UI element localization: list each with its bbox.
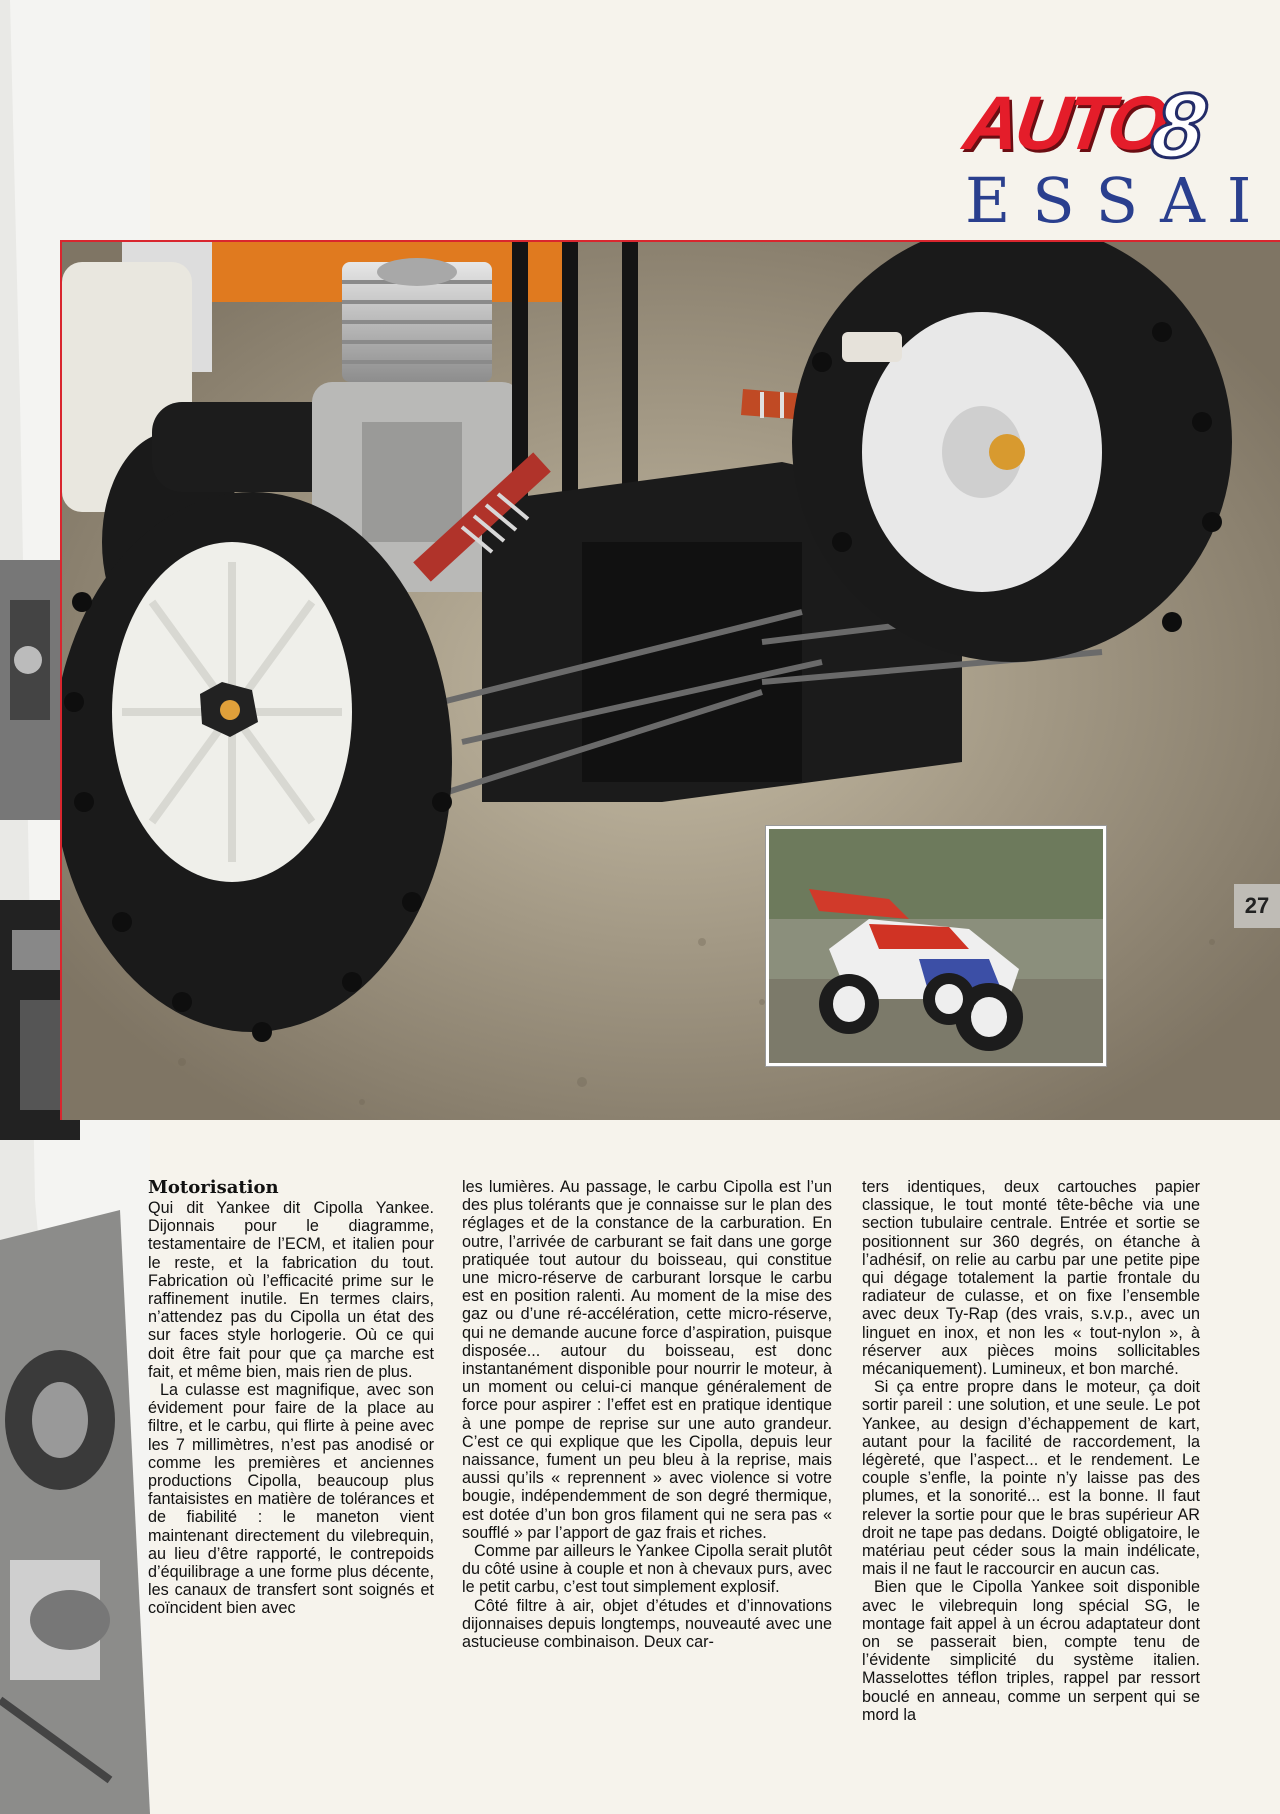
paragraph: La culasse est magnifique, avec son évidement pour faire de la place au filtre, et le carbu, qui flirte à peine avec les 7 millimètres, n’est pas anodisé or comme les premières et anciennes productions Cipolla, beaucoup plus fantaisistes en matière de tolérances et de fiabilité : le maneton vient maintenant directement du vilebrequin, au lieu d’être rapporté, le contrepoids d’équilibrage a une forme plus décente, les canaux de transfert sont soignés et coïncident bien avec bbox=[148, 1381, 434, 1618]
paragraph: ters identiques, deux cartouches papier classique, le tout monté tête-bêche via une section tubulaire centrale. Entrée et sortie se positionnent sur 360 degrés, on étanche à l’adhésif, on relie au carbu par une petite pipe qui dégage totalement la partie frontale du radiateur de culasse, et on fixe l’ensemble avec deux Ty-Rap (des vrais, s.v.p., avec un linguet en inox, et non les « tout-nylon », à réserver aux pièces moins sollicitables mécaniquement). Lumineux, et bon marché. bbox=[862, 1178, 1200, 1379]
paragraph: Bien que le Cipolla Yankee soit disponible avec le vilebrequin long spécial SG, le montage fait appel à un écrou adaptateur dont on se passerait bien, compte tenu de l’évidente simplicité du système italien. Masselottes téflon triples, rappel par ressort bouclé en anneau, comme un serpent qui se mord la bbox=[862, 1578, 1200, 1724]
section-heading: Motorisation bbox=[148, 1177, 279, 1198]
magazine-logo bbox=[959, 75, 1274, 237]
paragraph: les lumières. Au passage, le carbu Cipolla est l’un des plus tolérants que je connaisse sur le plan des réglages et de la constance de la carburation. En outre, l’arrivée de carburant se fait dans une gorge pratiquée tout autour du boisseau, qui constitue une micro-réserve de carburant lorsque le carbu est en position ralenti. Au moment de la mise des gaz ou d’une ré-accélération, cette micro-réserve, qui ne demande aucune force d’aspiration, puisque disposée... autour du boisseau, est donc instantanément disponible pour nourrir le moteur, à un moment ou celui-ci manque généralement de force pour aspirer : l’effet est en pratique identique à une pompe de reprise sur une auto grandeur. C’est ce qui explique que les Cipolla, depuis leur naissance, fument un peu bleu à la reprise, mais aussi qu’ils « reprennent » avec violence si votre bougie, indépendemment de son degré thermique, est dotée d’un bon gros filament qui ne sera pas « soufflé » par l’apport de gaz frais et riches. bbox=[462, 1178, 832, 1542]
inset-photo-complete-buggy bbox=[766, 826, 1106, 1066]
buggy-illustration bbox=[769, 829, 1103, 1063]
article-column-3 bbox=[862, 1178, 1200, 1724]
paragraph: Si ça entre propre dans le moteur, ça doit sortir pareil : une solution, et une seule. Le pot Yankee, au design d’échappement de kart, autant pour la facilité de raccordement, la légèreté, que l’aspect... et le rendement. Le couple s’enfle, la pointe n’y laisse pas des plumes, et la sonorité... est la bonne. Il faut relever la sortie pour que le bras supérieur AR droit ne tape pas dedans. Doigté obligatoire, le matériau peut céder sous la main indélicate, mais il ne faut le raccourcir en aucun cas. bbox=[862, 1378, 1200, 1579]
paragraph: Côté filtre à air, objet d’études et d’innovations dijonnaises depuis longtemps, nouveauté avec une astucieuse combinaison. Deux car- bbox=[462, 1596, 832, 1652]
section-title-essai: ESSAI bbox=[965, 164, 1274, 237]
page-number: 27 bbox=[1234, 884, 1280, 928]
paragraph: Qui dit Yankee dit Cipolla Yankee. Dijonnais pour le diagramme, testamentaire de l’ECM, et italien pour le reste, et la fabrication du tout. Fabrication où l’efficacité prime sur le raffinement inutile. En termes clairs, n’attendez pas du Cipolla un état des sur faces style horlogerie. Où ce qui doit être fait pour que ça marche est fait, et même bien, mais rien de plus. bbox=[148, 1199, 434, 1381]
logo-auto-text: AUTO bbox=[959, 81, 1169, 166]
paragraph: Comme par ailleurs le Yankee Cipolla serait plutôt du côté usine à couple et non à chevaux purs, avec le petit carbu, c’est tout simplement explosif. bbox=[462, 1542, 832, 1597]
article-column-1 bbox=[148, 1178, 434, 1618]
logo-eight-text: 8 bbox=[1145, 75, 1212, 177]
article-column-2 bbox=[462, 1178, 832, 1651]
